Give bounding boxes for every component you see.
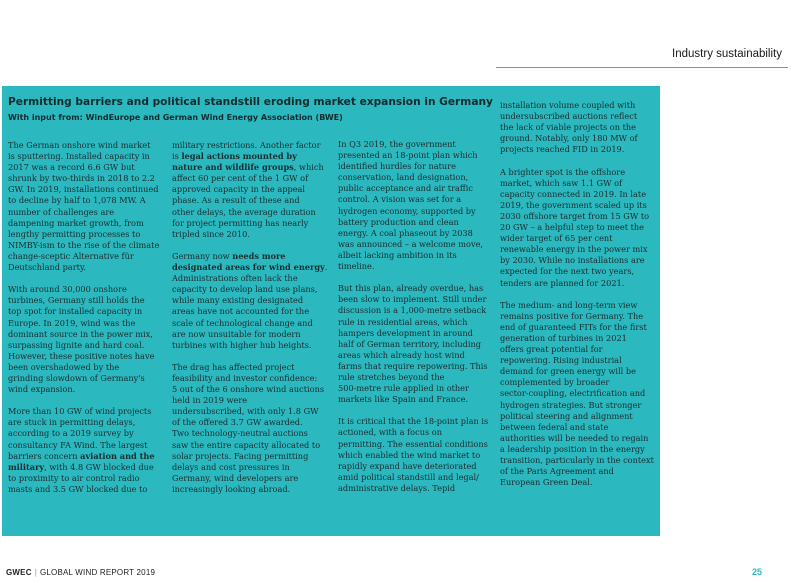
text-run: turbines with higher hub heights.: [172, 339, 312, 350]
text-line: [172, 473, 298, 483]
text-line: [500, 178, 622, 188]
text-run: markets like Spain and France.: [338, 394, 469, 405]
text-line: [8, 284, 127, 294]
bold-run: legal actions mounted by: [181, 151, 297, 162]
text-line: [172, 484, 290, 494]
text-run: surpassing lignite and hard coal.: [8, 339, 145, 350]
text-run: 20 GW – a helpful step to meet the: [500, 222, 645, 233]
text-line: [8, 362, 119, 372]
text-run: is sputtering. Installed capacity in: [8, 151, 150, 162]
text-run: wind expansion.: [8, 384, 76, 395]
text-line: [500, 111, 637, 121]
bold-run: needs more: [232, 250, 286, 261]
text-run: tripled since 2010.: [172, 228, 250, 239]
text-line: [500, 411, 633, 421]
text-run: been slow to implement. Still under: [338, 294, 487, 305]
text-run: 500-metre rule applied in other: [338, 383, 469, 394]
text-line: [500, 133, 638, 143]
text-line: [172, 318, 313, 328]
text-run: projects reached FID in 2019.: [500, 144, 625, 155]
text-line: [8, 406, 151, 416]
text-run: solar projects. Facing permitting: [172, 450, 309, 461]
text-run: Germany, wind developers are: [172, 472, 299, 483]
text-run: affect 60 per cent of the 1 GW of: [172, 173, 309, 184]
text-line: [8, 329, 153, 339]
text-run: permitting. The essential conditions: [338, 438, 488, 449]
text-run: administrative delays. Tepid: [338, 482, 456, 493]
text-run: are now unsuitable for modern: [172, 328, 301, 339]
text-run: public acceptance and air traffic: [338, 183, 473, 194]
text-run: wider target of 65 per cent: [500, 233, 613, 244]
text-run: generation of turbines in 2021: [500, 332, 627, 343]
text-run: been overshadowed by the: [8, 361, 120, 372]
text-run: repowering. Rising industrial: [500, 355, 622, 366]
text-line: [500, 167, 625, 177]
text-line: [338, 250, 457, 260]
text-line: [338, 483, 455, 493]
text-run: the lack of viable projects on the: [500, 122, 637, 133]
text-line: [338, 305, 486, 315]
text-run: rule stretches beyond the: [338, 371, 445, 382]
text-column-4: [500, 100, 660, 499]
text-run: capacity to develop land use plans,: [172, 284, 318, 295]
text-run: timeline.: [338, 261, 375, 272]
text-run: hydrogen strategies. But stronger: [500, 399, 642, 410]
text-run: In Q3 2019, the government: [338, 139, 456, 149]
text-line: [500, 400, 641, 410]
text-run: control. A vision was set for a: [338, 194, 462, 205]
text-run: areas which already host wind: [338, 349, 465, 360]
text-run: The medium- and long-term view: [500, 299, 638, 310]
text-run: is: [172, 151, 182, 162]
text-run: Administrations often lack the: [172, 273, 298, 284]
text-line: [500, 222, 644, 232]
text-line: [8, 318, 135, 328]
text-line: [8, 428, 134, 438]
text-line: [500, 422, 608, 432]
text-run: consultancy FA Wind. The largest: [8, 439, 148, 450]
paragraph: [172, 250, 328, 351]
text-line: [172, 207, 316, 217]
text-run: complemented by broader: [500, 377, 610, 388]
text-line: [500, 300, 637, 310]
article-title: Permitting barriers and political standstill eroding market expansion in Germany: [8, 96, 493, 108]
paragraph: [500, 100, 660, 155]
text-run: saw the entire capacity allocated to: [172, 439, 321, 450]
bold-run: military: [8, 461, 45, 472]
text-line: [338, 294, 486, 304]
text-run: are stuck in permitting delays,: [8, 417, 136, 428]
text-line: [338, 394, 468, 404]
text-run: Germany now: [172, 250, 233, 261]
text-line: [172, 340, 312, 350]
text-line: [500, 333, 627, 343]
text-run: 2030 offshore target from 15 GW to: [500, 210, 650, 221]
text-line: [8, 229, 140, 239]
text-run: half of German territory, including: [338, 338, 481, 349]
text-run: areas have not accounted for the: [172, 306, 310, 317]
text-run: With around 30,000 onshore: [8, 284, 127, 295]
text-run: ground. Notably, only 180 MW of: [500, 133, 638, 144]
text-line: [338, 283, 483, 293]
text-column-1: [8, 140, 160, 506]
text-run: 2019, the government scaled up its: [500, 199, 647, 210]
text-line: [500, 466, 614, 476]
paragraph: [338, 416, 490, 494]
text-line: [172, 362, 294, 372]
text-line: [338, 383, 469, 393]
paragraph: [8, 284, 160, 395]
text-run: to proximity to air control radio: [8, 472, 140, 483]
text-line: [338, 261, 374, 271]
paragraph: [500, 300, 660, 489]
paragraph: [172, 362, 324, 495]
text-line: [500, 377, 609, 387]
text-run: according to a 2019 survey by: [8, 428, 134, 439]
text-run: by 2030. While no installations are: [500, 255, 645, 266]
text-line: [172, 162, 324, 172]
text-run: grinding slowdown of Germany's: [8, 372, 145, 383]
text-run: transition, particularly in the context: [500, 455, 654, 465]
text-run: A brighter spot is the offshore: [500, 166, 626, 177]
text-run: farms that require repowering. This: [338, 360, 488, 371]
text-line: [172, 140, 321, 150]
text-line: [8, 451, 155, 461]
text-line: [500, 233, 612, 243]
text-line: [500, 311, 643, 321]
text-line: [172, 229, 250, 239]
text-line: [172, 428, 308, 438]
text-line: [172, 306, 309, 316]
article-subtitle: With input from: WindEurope and German Wind Energy Association (BWE): [8, 113, 343, 122]
text-run: masts and 3.5 GW blocked due to: [8, 483, 148, 494]
text-line: [500, 266, 634, 276]
text-run: authorities will be needed to regain: [500, 432, 649, 443]
text-run: NIMBY-ism to the rise of the climate: [8, 239, 160, 250]
text-line: [8, 140, 150, 150]
text-run: change-sceptic Alternative für: [8, 250, 134, 261]
text-run: battery production and clean: [338, 216, 459, 227]
text-run: .: [324, 262, 328, 273]
text-line: [8, 484, 147, 494]
text-run: But this plan, already overdue, has: [338, 283, 484, 294]
text-line: [500, 278, 624, 288]
text-line: [8, 462, 154, 472]
text-line: [8, 218, 144, 228]
text-run: feasibility and investor confidence:: [172, 372, 318, 383]
text-line: [172, 329, 301, 339]
text-run: approved capacity in the appeal: [172, 184, 306, 195]
text-line: [500, 144, 624, 154]
text-line: [172, 395, 247, 405]
text-run: top spot for installed capacity in: [8, 306, 143, 317]
text-line: [500, 433, 648, 443]
text-run: undersubscribed, with only 1.8 GW: [172, 406, 319, 417]
text-line: [338, 239, 483, 249]
text-line: [8, 173, 155, 183]
text-run: demand for green energy will be: [500, 366, 636, 377]
text-line: [8, 295, 145, 305]
text-run: rapidly expand have deteriorated: [338, 460, 477, 471]
text-line: [172, 406, 319, 416]
text-line: [500, 244, 647, 254]
paragraph: [8, 406, 160, 495]
text-line: [500, 200, 647, 210]
text-run: number of challenges are: [8, 206, 115, 217]
paragraph: [338, 283, 490, 405]
text-line: [8, 240, 159, 250]
text-run: held in 2019 were: [172, 395, 248, 406]
text-run: barriers concern: [8, 450, 81, 461]
text-line: [500, 388, 645, 398]
text-run: increasingly looking abroad.: [172, 483, 291, 494]
footer-brand: GWEC: [6, 568, 32, 577]
paragraph: [500, 167, 660, 289]
text-run: It is critical that the 18-point plan is: [338, 416, 489, 427]
paragraph: [8, 140, 160, 273]
section-divider: [496, 67, 788, 68]
text-line: [338, 183, 473, 193]
text-line: [338, 439, 488, 449]
text-run: Two technology-neutral auctions: [172, 428, 308, 439]
text-run: military restrictions. Another factor: [172, 140, 321, 150]
page-number: 25: [751, 567, 762, 577]
text-line: [500, 189, 646, 199]
text-run: dampening market growth, from: [8, 217, 144, 228]
text-run: , with 4.8 GW blocked due: [44, 461, 154, 472]
text-line: [172, 284, 317, 294]
text-line: [338, 372, 444, 382]
text-line: [172, 462, 290, 472]
section-label: Industry sustainability: [672, 48, 782, 60]
text-run: turbines, Germany still holds the: [8, 295, 145, 306]
text-run: European Green Deal.: [500, 477, 593, 488]
text-line: [500, 455, 654, 465]
text-line: [8, 440, 147, 450]
text-line: [338, 472, 479, 482]
text-run: while many existing designated: [172, 295, 304, 306]
footer-report-title: [6, 568, 155, 577]
text-line: [172, 417, 303, 427]
text-line: [338, 150, 478, 160]
text-line: [172, 251, 285, 261]
bold-run: nature and wildlife groups: [172, 162, 294, 173]
text-line: [338, 172, 468, 182]
text-run: Deutschland party.: [8, 262, 87, 273]
bold-run: aviation and the: [80, 450, 155, 461]
text-run: actioned, with a focus on: [338, 427, 442, 438]
text-run: rule in residential areas, which: [338, 316, 468, 327]
text-line: [8, 251, 134, 261]
text-line: [172, 184, 305, 194]
text-line: [8, 473, 140, 483]
text-run: which enabled the wind market to: [338, 449, 481, 460]
text-run: market, which saw 1.1 GW of: [500, 177, 623, 188]
text-line: [338, 339, 481, 349]
text-run: 5 out of the 6 onshore wind auctions: [172, 384, 325, 395]
text-run: a leadership position in the energy: [500, 443, 645, 454]
text-line: [172, 384, 324, 394]
text-run: identified hurdles for nature: [338, 161, 456, 172]
text-line: [8, 417, 135, 427]
text-line: [338, 461, 477, 471]
text-run: sector-coupling, electrification and: [500, 388, 646, 399]
text-line: [500, 366, 636, 376]
text-line: [500, 322, 647, 332]
paragraph: [172, 140, 324, 240]
text-line: [172, 451, 308, 461]
text-run: for project permitting has nearly: [172, 217, 309, 228]
text-line: [338, 361, 488, 371]
text-line: [172, 173, 308, 183]
text-line: [8, 207, 114, 217]
text-line: [338, 139, 456, 149]
text-line: [8, 162, 135, 172]
bold-run: designated areas for wind energy: [172, 262, 325, 273]
text-line: [338, 317, 467, 327]
text-line: [500, 255, 645, 265]
text-run: of the offered 3.7 GW awarded.: [172, 417, 303, 428]
text-line: [172, 151, 297, 161]
text-run: hydrogen economy, supported by: [338, 205, 476, 216]
footer-report-name: GLOBAL WIND REPORT 2019: [39, 568, 156, 577]
text-line: [338, 328, 473, 338]
text-line: [172, 218, 308, 228]
text-line: [172, 273, 298, 283]
text-line: [338, 217, 459, 227]
text-run: dominant source in the power mix,: [8, 328, 153, 339]
text-run: discussion is a 1,000-metre setback: [338, 305, 487, 316]
text-run: scale of technological change and: [172, 317, 313, 328]
text-run: lengthy permitting processes to: [8, 228, 141, 239]
text-run: delays and cost pressures in: [172, 461, 290, 472]
text-run: to decline by half to 1,078 MW. A: [8, 195, 146, 206]
text-run: energy. A coal phaseout by 2038: [338, 227, 473, 238]
text-run: undersubscribed auctions reflect: [500, 111, 638, 122]
text-line: [8, 384, 75, 394]
text-line: [500, 122, 636, 132]
text-run: phase. As a result of these and: [172, 195, 300, 206]
text-run: tenders are planned for 2021.: [500, 277, 625, 288]
footer-separator: |: [34, 568, 37, 577]
text-run: 2017 was a record 6.6 GW but: [8, 162, 135, 173]
text-run: was announced – a welcome move,: [338, 238, 484, 249]
text-line: [338, 228, 473, 238]
text-run: The German onshore wind market: [8, 140, 151, 150]
text-run: GW. In 2019, installations continued: [8, 184, 159, 195]
text-run: Europe. In 2019, wind was the: [8, 317, 136, 328]
text-line: [500, 211, 649, 221]
text-line: [338, 450, 480, 460]
text-column-3: [338, 139, 490, 505]
text-line: [8, 151, 150, 161]
text-line: [172, 440, 320, 450]
text-run: More than 10 GW of wind projects: [8, 406, 152, 417]
text-line: [172, 373, 317, 383]
text-run: renewable energy in the power mix: [500, 244, 648, 255]
text-line: [500, 100, 635, 110]
text-line: [172, 262, 327, 272]
text-column-2: [172, 140, 328, 506]
text-line: [338, 194, 461, 204]
text-run: amid political standstill and legal/: [338, 471, 479, 482]
paragraph: [338, 139, 490, 272]
text-run: end of guaranteed FITs for the first: [500, 321, 647, 332]
text-run: hampers development in around: [338, 327, 473, 338]
text-run: conservation, land designation,: [338, 172, 469, 183]
text-line: [172, 295, 303, 305]
text-run: , which: [293, 162, 324, 173]
text-run: presented an 18-point plan which: [338, 150, 478, 161]
text-line: [338, 161, 456, 171]
text-line: [8, 184, 159, 194]
text-line: [338, 416, 488, 426]
text-run: remains positive for Germany. The: [500, 310, 644, 321]
text-line: [8, 262, 86, 272]
text-line: [500, 444, 645, 454]
text-line: [8, 306, 142, 316]
text-run: The drag has affected project: [172, 361, 295, 372]
text-run: between federal and state: [500, 421, 609, 432]
text-line: [8, 195, 146, 205]
text-run: capacity connected in 2019. In late: [500, 188, 647, 199]
text-line: [500, 477, 592, 487]
text-line: [338, 206, 476, 216]
text-line: [8, 373, 145, 383]
text-run: offers great potential for: [500, 344, 603, 355]
text-line: [500, 355, 622, 365]
text-run: shrunk by two-thirds in 2018 to 2.2: [8, 173, 155, 184]
text-line: [172, 195, 300, 205]
text-run: expected for the next two years,: [500, 266, 635, 277]
text-line: [338, 350, 465, 360]
text-run: of the Paris Agreement and: [500, 466, 614, 477]
text-line: [338, 427, 442, 437]
text-line: [8, 351, 154, 361]
text-run: political steering and alignment: [500, 410, 633, 421]
text-run: other delays, the average duration: [172, 206, 316, 217]
text-line: [500, 344, 603, 354]
text-run: albeit lacking ambition in its: [338, 249, 457, 260]
text-run: However, these positive notes have: [8, 350, 155, 361]
text-run: installation volume coupled with: [500, 100, 636, 110]
text-line: [8, 340, 144, 350]
